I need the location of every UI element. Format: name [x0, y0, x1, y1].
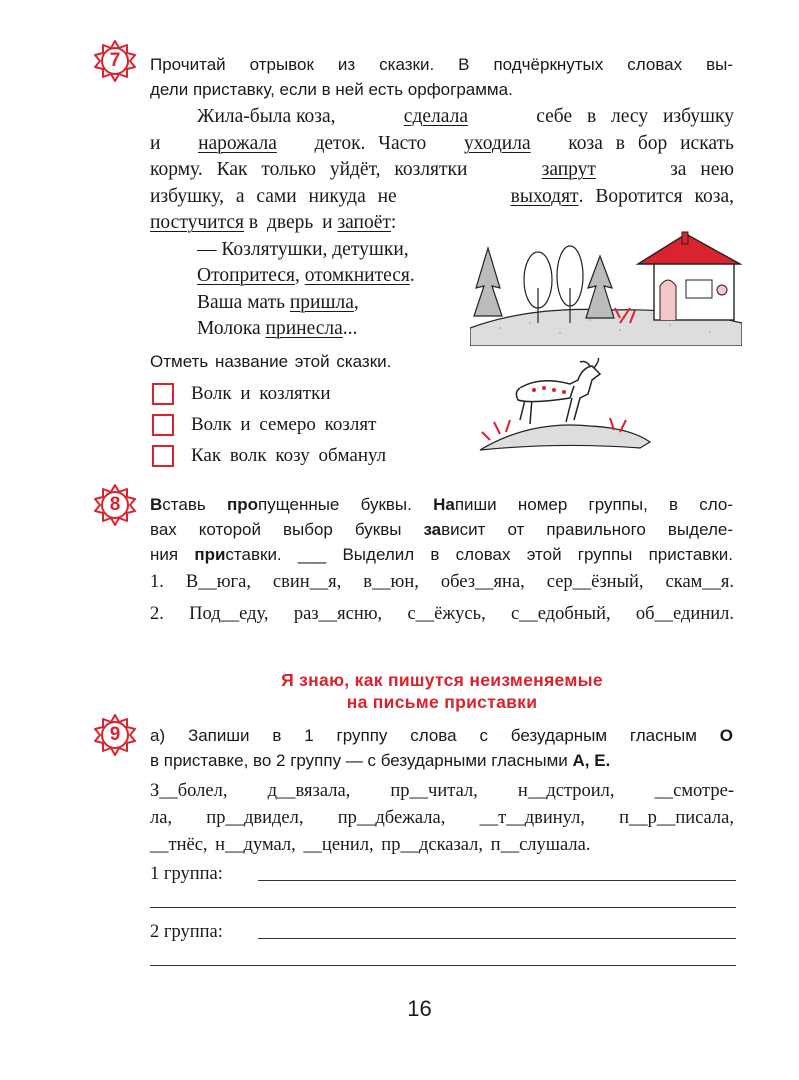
- story-text: Молока: [197, 318, 261, 339]
- underlined-word: отомкнитеся: [304, 265, 410, 286]
- text-fragment: вах которой выбор буквы: [150, 520, 424, 539]
- underlined-word: пришла: [289, 291, 354, 313]
- task-8-exercise-2: 2. Под__еду, раз__ясню, с__ёжусь, с__едобный, об__единил.: [150, 604, 734, 624]
- underlined-word: нарожала: [198, 132, 277, 154]
- task-9-number: 9: [109, 724, 121, 745]
- group-1-answer-line[interactable]: [258, 880, 736, 881]
- option-1-checkbox[interactable]: [152, 383, 174, 405]
- option-3-checkbox[interactable]: [152, 445, 174, 467]
- bold-fragment: О: [719, 726, 733, 745]
- group-2-answer-line-2[interactable]: [150, 965, 736, 966]
- task-7-badge: [92, 38, 138, 84]
- option-1-label: Волк и козлятки: [191, 383, 331, 404]
- story-text: Ваша мать: [197, 291, 285, 313]
- underlined-word: запоёт: [337, 212, 391, 233]
- story-text: .: [409, 265, 415, 286]
- task-9-words-line-3: __тнёс, н__думал, __ценил, пр__дсказал, п__слушала.: [150, 835, 591, 855]
- text-fragment: пущенные буквы.: [257, 495, 434, 514]
- text-fragment: пиши номер группы, в сло-: [454, 495, 733, 514]
- underlined-word: запрут: [541, 159, 596, 180]
- task-9-badge: [92, 712, 138, 758]
- story-text: коза в бор искать: [568, 132, 734, 154]
- underlined-word: Отопритеся: [197, 265, 296, 286]
- task-7-instruction-line-2: дели приставку, если в ней есть орфограмма.: [150, 80, 513, 99]
- story-text: ,: [353, 291, 359, 313]
- task-8-instruction-line-3: [150, 542, 733, 567]
- group-1-answer-line-2[interactable]: [150, 907, 736, 908]
- section-title: [150, 669, 734, 713]
- underlined-word: сделала: [403, 106, 468, 127]
- story-text: Жила-была коза,: [197, 106, 336, 127]
- section-title-line-1: Я знаю, как пишутся неизменяемые: [281, 670, 603, 690]
- option-2-label: Волк и семеро козлят: [191, 414, 377, 435]
- bold-fragment: На: [433, 495, 455, 514]
- option-2-checkbox[interactable]: [152, 414, 174, 436]
- story-text: ,: [295, 265, 305, 286]
- section-title-line-2: на письме приставки: [346, 692, 538, 712]
- task-7-question: Отметь название этой сказки.: [150, 352, 392, 371]
- text-fragment: ния: [150, 545, 195, 564]
- goat-illustration: [470, 358, 652, 458]
- underlined-word: уходила: [463, 132, 531, 154]
- underlined-word: постучится: [150, 212, 244, 233]
- task-7-number: 7: [109, 50, 121, 71]
- bold-fragment: про: [226, 495, 258, 514]
- text-fragment: в приставке, во 2 группу — с безударными гласными: [150, 751, 573, 770]
- task-9-instruction-line-1: [150, 723, 733, 748]
- story-text: . Воротится коза,: [578, 185, 734, 207]
- group-1-label: 1 группа:: [150, 864, 223, 884]
- task-8-number: 8: [109, 494, 121, 515]
- task-8-instruction-line-1: [150, 492, 733, 517]
- bold-fragment: А, Е.: [572, 751, 611, 770]
- bold-fragment: В: [150, 495, 163, 514]
- task-9-words-line-1: З__болел, д__вязала, пр__читал, н__дстроил, __смотре-: [150, 781, 734, 801]
- story-text: в дверь и: [248, 212, 333, 233]
- task-7-instruction-line-1: Прочитай отрывок из сказки. В подчёркнутых словах вы-: [150, 55, 733, 74]
- story-text: себе в лесу избушку: [536, 106, 734, 127]
- page-number: 16: [407, 996, 432, 1021]
- story-text: корму. Как только уйдёт, козлятки: [150, 159, 468, 180]
- story-text: :: [390, 212, 397, 233]
- forest-house-illustration: [470, 228, 742, 346]
- story-text: ...: [342, 318, 358, 339]
- group-2-answer-line[interactable]: [258, 938, 736, 939]
- verse-line-1: — Козлятушки, детушки,: [197, 238, 409, 260]
- group-2-label: 2 группа:: [150, 922, 223, 942]
- underlined-word: выходят: [510, 185, 579, 207]
- text-fragment: а) Запиши в 1 группу слова с безударным гласным: [150, 726, 720, 745]
- story-text: за нею: [670, 159, 734, 180]
- bold-fragment: при: [194, 545, 226, 564]
- task-9-instruction-line-2: [150, 748, 733, 773]
- task-9-words-line-2: ла, пр__двидел, пр__дбежала, __т__двинул, п__р__писала,: [150, 808, 734, 828]
- story-text: и: [150, 132, 161, 154]
- text-fragment: висит от правильного выделе-: [441, 520, 733, 539]
- task-8-badge: [92, 482, 138, 528]
- text-fragment: ставь: [162, 495, 227, 514]
- story-text: деток. Часто: [314, 132, 427, 154]
- story-text: избушку, а сами никуда не: [150, 185, 397, 207]
- underlined-word: принесла: [265, 318, 343, 339]
- task-8-instruction-line-2: [150, 517, 733, 542]
- text-fragment: ставки. ___ Выделил в словах этой группы приставки.: [225, 545, 733, 564]
- option-3-label: Как волк козу обманул: [191, 445, 387, 466]
- task-8-exercise-1: 1. В__юга, свин__я, в__юн, обез__яна, сер__ёзный, скам__я.: [150, 572, 734, 592]
- bold-fragment: за: [423, 520, 442, 539]
